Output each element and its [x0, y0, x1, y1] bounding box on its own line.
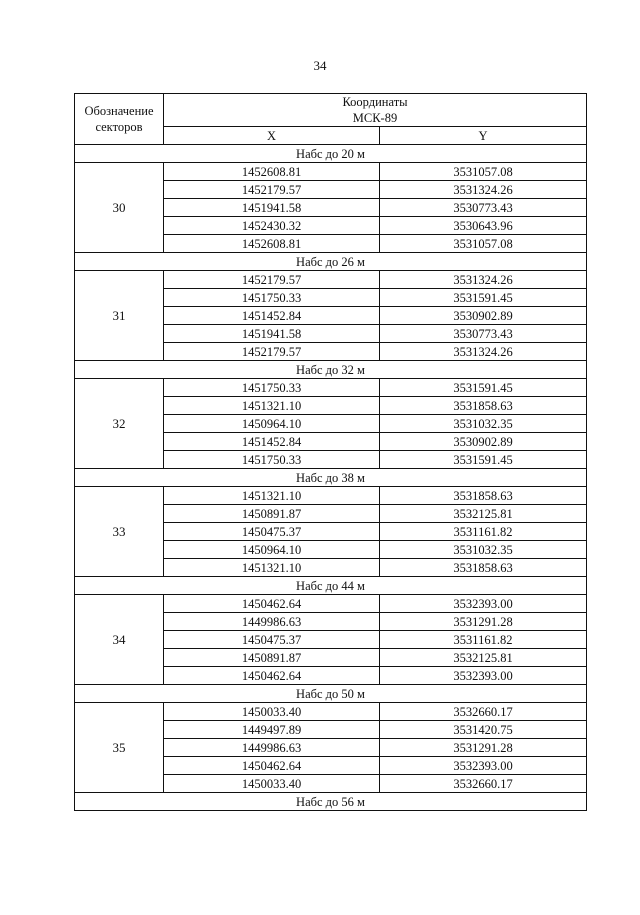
coords-header-line1: Координаты — [342, 95, 408, 109]
y-coordinate-cell: 3531291.28 — [380, 739, 587, 757]
y-coordinate-cell: 3531291.28 — [380, 613, 587, 631]
y-coordinate-cell: 3531591.45 — [380, 451, 587, 469]
height-limit-label: Набс до 56 м — [75, 793, 587, 811]
x-coordinate-cell: 1450891.87 — [164, 505, 380, 523]
y-coordinate-cell: 3532393.00 — [380, 667, 587, 685]
x-coordinate-cell: 1452430.32 — [164, 217, 380, 235]
y-column-header: Y — [380, 127, 587, 145]
height-limit-row — [75, 361, 587, 379]
x-coordinate-cell: 1450033.40 — [164, 775, 380, 793]
sector-header-line1: Обозначение — [84, 104, 154, 118]
table-header-row — [75, 94, 587, 127]
x-coordinate-cell: 1450964.10 — [164, 415, 380, 433]
x-coordinate-cell: 1451452.84 — [164, 433, 380, 451]
y-coordinate-cell: 3530773.43 — [380, 325, 587, 343]
coords-header-line2: МСК-89 — [352, 111, 398, 125]
x-coordinate-cell: 1450462.64 — [164, 595, 380, 613]
sector-id-cell: 33 — [75, 487, 164, 577]
y-coordinate-cell: 3532125.81 — [380, 505, 587, 523]
y-coordinate-cell: 3531057.08 — [380, 235, 587, 253]
table-row — [75, 271, 587, 289]
y-coordinate-cell: 3531858.63 — [380, 487, 587, 505]
y-coordinate-cell: 3531858.63 — [380, 559, 587, 577]
height-limit-row — [75, 577, 587, 595]
coordinates-table — [74, 93, 587, 811]
x-coordinate-cell: 1450891.87 — [164, 649, 380, 667]
x-coordinate-cell: 1452179.57 — [164, 343, 380, 361]
sector-header-line2: секторов — [95, 120, 143, 134]
x-coordinate-cell: 1451941.58 — [164, 325, 380, 343]
height-limit-row — [75, 793, 587, 811]
sector-id-cell: 32 — [75, 379, 164, 469]
y-coordinate-cell: 3531324.26 — [380, 271, 587, 289]
y-coordinate-cell: 3531324.26 — [380, 181, 587, 199]
y-coordinate-cell: 3530902.89 — [380, 433, 587, 451]
y-coordinate-cell: 3531324.26 — [380, 343, 587, 361]
sector-id-cell: 35 — [75, 703, 164, 793]
x-coordinate-cell: 1452608.81 — [164, 163, 380, 181]
x-coordinate-cell: 1451321.10 — [164, 559, 380, 577]
page-number: 34 — [313, 58, 327, 73]
height-limit-row — [75, 469, 587, 487]
x-coordinate-cell: 1450462.64 — [164, 757, 380, 775]
y-coordinate-cell: 3532393.00 — [380, 757, 587, 775]
table-row — [75, 595, 587, 613]
y-coordinate-cell: 3531161.82 — [380, 631, 587, 649]
x-coordinate-cell: 1451750.33 — [164, 289, 380, 307]
height-limit-row — [75, 685, 587, 703]
x-column-header: X — [164, 127, 380, 145]
y-coordinate-cell: 3531420.75 — [380, 721, 587, 739]
y-coordinate-cell: 3530773.43 — [380, 199, 587, 217]
y-coordinate-cell: 3531032.35 — [380, 415, 587, 433]
y-coordinate-cell: 3532125.81 — [380, 649, 587, 667]
height-limit-row — [75, 145, 587, 163]
height-limit-label: Набс до 20 м — [75, 145, 587, 163]
x-coordinate-cell: 1451321.10 — [164, 397, 380, 415]
sector-id-cell: 30 — [75, 163, 164, 253]
x-coordinate-cell: 1452179.57 — [164, 271, 380, 289]
y-coordinate-cell: 3530902.89 — [380, 307, 587, 325]
height-limit-row — [75, 253, 587, 271]
height-limit-label: Набс до 32 м — [75, 361, 587, 379]
x-coordinate-cell: 1451750.33 — [164, 379, 380, 397]
y-coordinate-cell: 3532660.17 — [380, 775, 587, 793]
height-limit-label: Набс до 38 м — [75, 469, 587, 487]
y-coordinate-cell: 3531858.63 — [380, 397, 587, 415]
y-coordinate-cell: 3531161.82 — [380, 523, 587, 541]
x-coordinate-cell: 1451321.10 — [164, 487, 380, 505]
table-row — [75, 703, 587, 721]
x-coordinate-cell: 1450475.37 — [164, 523, 380, 541]
y-coordinate-cell: 3530643.96 — [380, 217, 587, 235]
y-coordinate-cell: 3531057.08 — [380, 163, 587, 181]
x-coordinate-cell: 1450475.37 — [164, 631, 380, 649]
y-coordinate-cell: 3532660.17 — [380, 703, 587, 721]
coordinates-column-header — [164, 94, 587, 127]
y-coordinate-cell: 3531591.45 — [380, 379, 587, 397]
x-coordinate-cell: 1451941.58 — [164, 199, 380, 217]
sector-column-header — [75, 94, 164, 145]
x-coordinate-cell: 1450964.10 — [164, 541, 380, 559]
sector-id-cell: 34 — [75, 595, 164, 685]
x-coordinate-cell: 1449986.63 — [164, 739, 380, 757]
height-limit-label: Набс до 50 м — [75, 685, 587, 703]
table-row — [75, 379, 587, 397]
x-coordinate-cell: 1452179.57 — [164, 181, 380, 199]
table-row — [75, 487, 587, 505]
x-coordinate-cell: 1449986.63 — [164, 613, 380, 631]
sector-id-cell: 31 — [75, 271, 164, 361]
x-coordinate-cell: 1452608.81 — [164, 235, 380, 253]
x-coordinate-cell: 1450462.64 — [164, 667, 380, 685]
x-coordinate-cell: 1451452.84 — [164, 307, 380, 325]
y-coordinate-cell: 3532393.00 — [380, 595, 587, 613]
x-coordinate-cell: 1449497.89 — [164, 721, 380, 739]
x-coordinate-cell: 1451750.33 — [164, 451, 380, 469]
height-limit-label: Набс до 44 м — [75, 577, 587, 595]
x-coordinate-cell: 1450033.40 — [164, 703, 380, 721]
table-row — [75, 163, 587, 181]
table-body — [75, 145, 587, 811]
y-coordinate-cell: 3531032.35 — [380, 541, 587, 559]
height-limit-label: Набс до 26 м — [75, 253, 587, 271]
y-coordinate-cell: 3531591.45 — [380, 289, 587, 307]
